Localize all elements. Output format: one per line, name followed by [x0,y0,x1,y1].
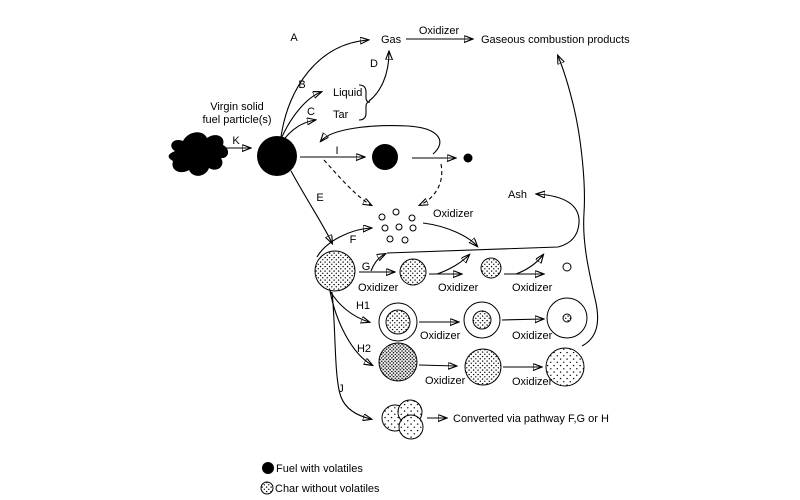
legend-fuel-icon [262,462,274,474]
virgin-fuel-label-line1: Virgin solid [210,101,264,113]
legend [261,462,380,495]
pathway-letter-B: B [298,79,306,91]
pathway-letter-K: K [232,135,240,147]
shrunk-fuel-particle [372,144,398,170]
legend-fuel-label: Fuel with volatiles [276,463,363,475]
pathway-letter-J: J [338,383,344,395]
legend-char-icon [261,482,273,494]
dashed-fragmentation-right [420,164,442,205]
oxidizer-label-h2b: Oxidizer [512,376,553,388]
virgin-fuel-label-line2: fuel particle(s) [202,114,272,126]
agglomerate-cluster [382,400,423,439]
pathway-letter-G: G [361,261,371,273]
pathway-letter-A: A [290,32,298,44]
pathway-letter-H2: H2 [356,343,372,355]
char-particle-large [315,251,355,291]
arrow-H2-a [419,365,456,366]
ash-label: Ash [508,189,527,201]
pathway-letter-H1: H1 [355,300,371,312]
oxidizer-label-fragments: Oxidizer [433,208,474,220]
oxidizer-label-h1b: Oxidizer [512,330,553,342]
fuel-particle-circle [257,136,297,176]
virgin-fuel-blob [169,132,228,176]
legend-char-label: Char without volatiles [275,483,380,495]
ash-residue-circle [563,263,571,271]
char-particle-small [481,258,501,278]
char-particle-medium [400,259,426,285]
pathway-letter-C: C [307,106,315,118]
collector-line-to-ash [387,194,579,253]
branch-up-1 [371,254,385,271]
h1-shrinking-core-row [379,298,587,341]
oxidizer-label-h2a: Oxidizer [425,375,466,387]
pathway-letter-D: D [370,58,378,70]
oxidizer-label-g2: Oxidizer [438,282,479,294]
pathway-letter-I: I [335,145,339,157]
fragment-cluster [379,209,416,243]
oxidizer-label-h1a: Oxidizer [420,330,461,342]
fragments-outflow-curve [423,223,477,246]
oxidizer-label-top: Oxidizer [418,25,460,37]
pathway-letter-F: F [349,234,357,246]
converted-pathway-label: Converted via pathway F,G or H [453,413,609,425]
pathway-letter-E: E [316,192,324,204]
liquid-label: Liquid [333,87,363,99]
branch-up-2 [437,255,469,274]
tar-label: Tar [333,109,349,121]
oxidizer-label-g1: Oxidizer [358,282,399,294]
branch-up-3 [516,255,543,274]
arrow-E-to-char [291,171,332,243]
arrow-B-to-liquid [281,92,321,139]
arrow-H1-b [502,319,543,320]
oxidizer-label-g3: Oxidizer [512,282,553,294]
gaseous-products-label: Gaseous combustion products [481,34,630,46]
gas-label: Gas [381,34,402,46]
h2-decreasing-density-row [379,343,584,386]
dashed-fragmentation-left [324,160,371,205]
small-fuel-particle [464,154,473,163]
